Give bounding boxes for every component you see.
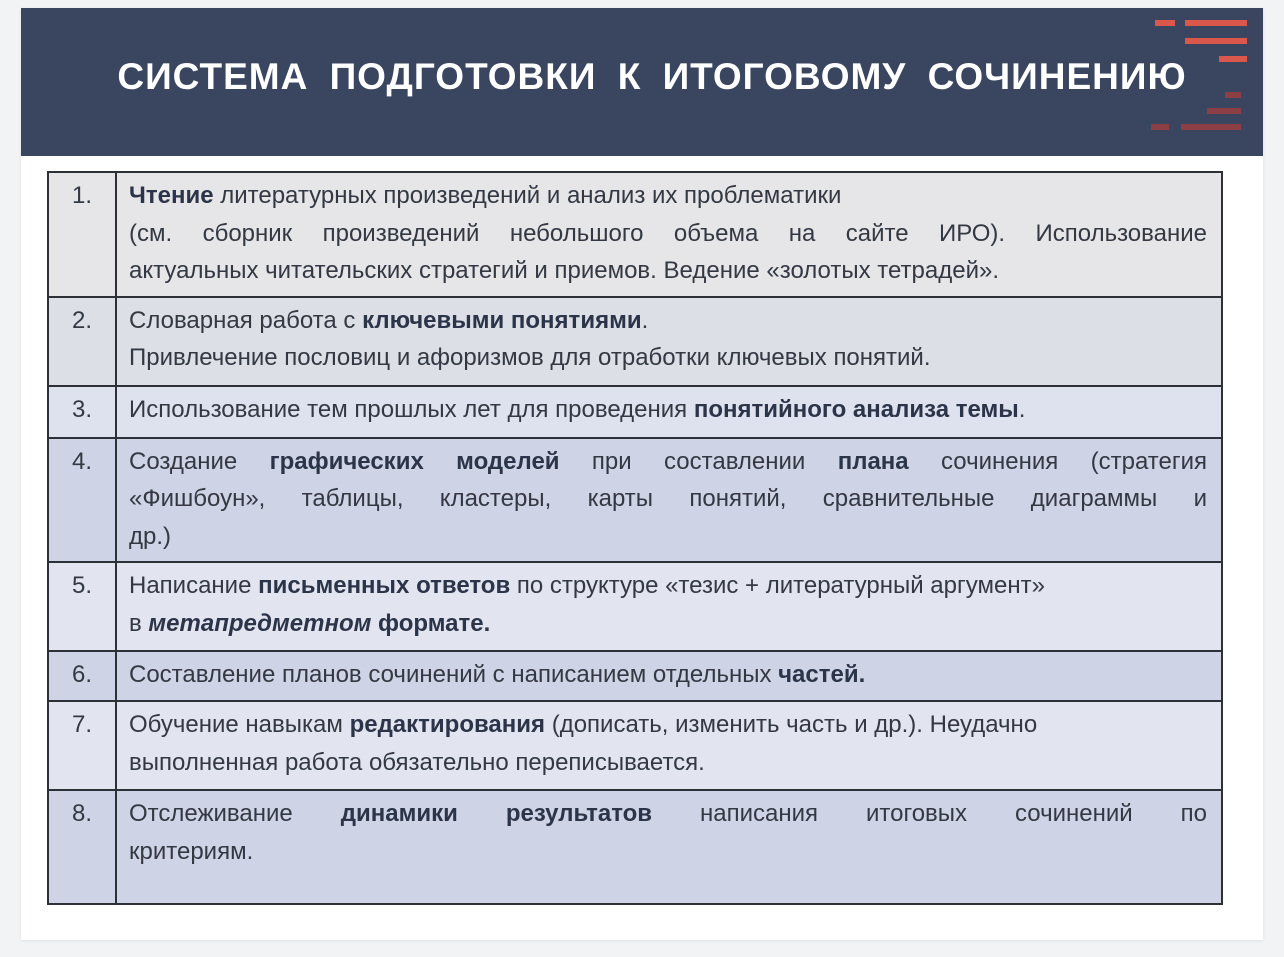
text-segment: Обучение навыкам — [129, 711, 350, 738]
text-segment: Привлечение пословиц и афоризмов для отработки ключевых понятий. — [129, 344, 931, 371]
text-line — [129, 656, 1207, 694]
slide-title: СИСТЕМА ПОДГОТОВКИ К ИТОГОВОМУ СОЧИНЕНИЮ — [117, 56, 1187, 97]
emphasis-text: метапредметном — [148, 609, 372, 637]
row-number: 2. — [48, 297, 116, 386]
text-segment: Написание — [129, 572, 259, 599]
plan-table — [47, 171, 1223, 905]
slide-header — [21, 8, 1263, 156]
text-segment: . — [641, 306, 649, 334]
row-text — [116, 651, 1222, 701]
row-number: 5. — [48, 562, 116, 651]
text-segment: Отслеживание — [129, 800, 341, 827]
row-number: 7. — [48, 701, 116, 790]
row-number: 8. — [48, 790, 116, 904]
table-row — [48, 297, 1222, 386]
row-number: 3. — [48, 386, 116, 438]
row-text — [116, 172, 1222, 297]
emphasis-text: динамики результатов — [340, 800, 653, 827]
text-line — [129, 567, 1207, 605]
text-line — [129, 443, 1207, 481]
text-segment: актуальных читательских стратегий и приемов. Ведение «золотых тетрадей». — [129, 257, 1000, 284]
row-text — [116, 701, 1222, 790]
table-row — [48, 790, 1222, 904]
table-row — [48, 651, 1222, 701]
text-segment: «Фишбоун», таблицы, кластеры, карты понятий, сравнительные диаграммы и — [129, 485, 1207, 512]
text-segment: выполненная работа обязательно переписывается. — [129, 748, 705, 776]
text-line — [129, 177, 1207, 215]
row-text — [116, 297, 1222, 386]
row-number: 1. — [48, 172, 116, 297]
text-segment: др.) — [129, 522, 172, 550]
table-row — [48, 701, 1222, 790]
text-segment: Составление планов сочинений с написанием отдельных — [129, 661, 779, 688]
text-line — [129, 480, 1207, 518]
text-segment: критериям. — [129, 837, 254, 865]
text-segment: сочинения (стратегия — [908, 447, 1207, 475]
text-line — [129, 391, 1207, 429]
table-row — [48, 562, 1222, 651]
text-segment: . — [1018, 395, 1026, 423]
text-segment: при составлении — [559, 447, 838, 475]
text-segment: в — [129, 609, 149, 637]
emphasis-text: графических моделей — [269, 447, 560, 475]
text-segment: литературных произведений и анализ их проблематики — [213, 182, 842, 209]
text-segment: Создание — [129, 447, 270, 475]
emphasis-text: частей. — [778, 661, 866, 688]
text-line — [129, 518, 1207, 556]
text-line — [129, 302, 1207, 340]
text-line — [129, 339, 1207, 377]
text-segment: Словарная работа с — [129, 306, 363, 334]
text-line — [129, 215, 1207, 253]
table-row — [48, 438, 1222, 563]
emphasis-text: ключевыми понятиями — [362, 306, 642, 334]
emphasis-text: понятийного анализа темы — [693, 395, 1019, 423]
text-line — [129, 252, 1207, 290]
emphasis-text: письменных ответов — [258, 572, 511, 599]
slide — [21, 8, 1263, 940]
emphasis-text: плана — [837, 447, 909, 475]
text-segment: написания итоговых сочинений по — [652, 800, 1207, 827]
row-text — [116, 386, 1222, 438]
text-line — [129, 706, 1207, 744]
table-row — [48, 172, 1222, 297]
row-number: 6. — [48, 651, 116, 701]
text-segment: (см. сборник произведений небольшого объема на сайте ИРО). Использование — [129, 219, 1207, 247]
text-line — [129, 744, 1207, 782]
text-line — [129, 833, 1207, 871]
emphasis-text: редактирования — [349, 711, 546, 738]
text-line — [129, 795, 1207, 833]
text-line — [129, 605, 1207, 643]
row-text — [116, 562, 1222, 651]
table-row — [48, 386, 1222, 438]
row-text — [116, 790, 1222, 904]
text-segment: по структуре «тезис + литературный аргумент» — [510, 572, 1045, 599]
text-segment: Использование тем прошлых лет для проведения — [129, 395, 694, 423]
emphasis-text: формате. — [378, 609, 491, 637]
emphasis-text: Чтение — [129, 182, 214, 209]
row-number: 4. — [48, 438, 116, 563]
row-text — [116, 438, 1222, 563]
text-segment: (дописать, изменить часть и др.). Неудачно — [545, 711, 1038, 738]
